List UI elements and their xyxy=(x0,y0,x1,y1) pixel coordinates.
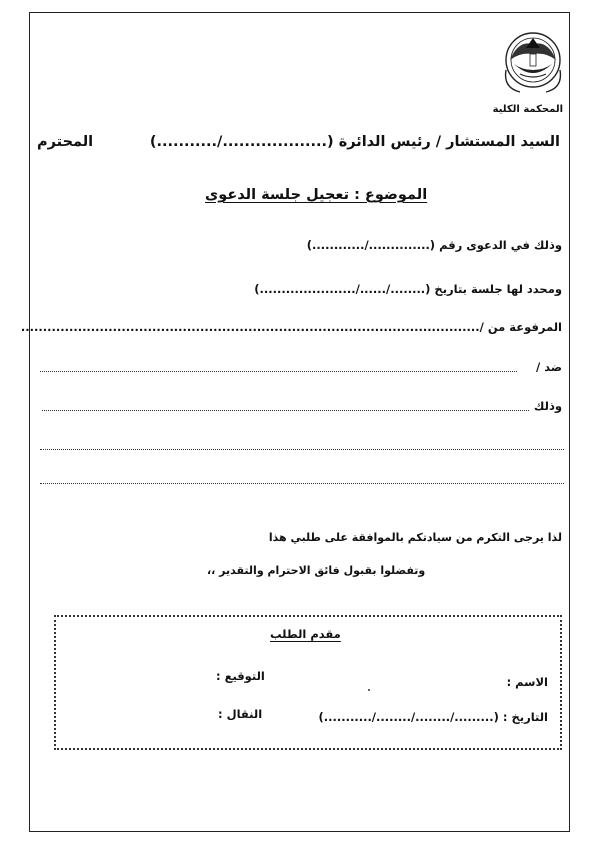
subject-title: الموضوع : تعجيل جلسة الدعوى xyxy=(205,187,428,203)
court-emblem-icon xyxy=(500,30,566,102)
name-label: الاسم : xyxy=(506,675,548,689)
blank-dotted-line xyxy=(40,449,564,450)
filed-by-line: المرفوعة من /......................................................................................................... xyxy=(20,320,562,334)
regards-text: وتفضلوا بقبول فائق الاحترام والتقدير ،، xyxy=(207,564,426,577)
addressee-line: السيد المستشار / رئيس الدائرة (.................../...........) xyxy=(149,134,560,150)
against-dotted-line xyxy=(40,371,517,372)
case-number-line: وذلك في الدعوى رقم (............../............) xyxy=(306,238,562,252)
court-name: المحكمة الكلية xyxy=(492,104,563,115)
that-label: وذلك xyxy=(533,399,562,413)
date-label: التاريخ : (........./......../......../...........) xyxy=(318,710,548,724)
respected-label: المحترم xyxy=(37,134,94,150)
request-text: لذا يرجى التكرم من سيادتكم بالموافقة على طلبي هذا xyxy=(268,531,562,544)
applicant-title: مقدم الطلب xyxy=(270,627,341,641)
signature-label: التوقيع : xyxy=(216,669,265,683)
session-date-line: ومحدد لها جلسة بتاريخ (......../....../......................) xyxy=(254,282,562,296)
blank-dotted-line xyxy=(40,483,564,484)
that-dotted-line xyxy=(42,410,529,411)
against-label: ضد / xyxy=(536,360,562,374)
speck xyxy=(368,689,370,691)
phone-label: النقال : xyxy=(218,707,263,721)
